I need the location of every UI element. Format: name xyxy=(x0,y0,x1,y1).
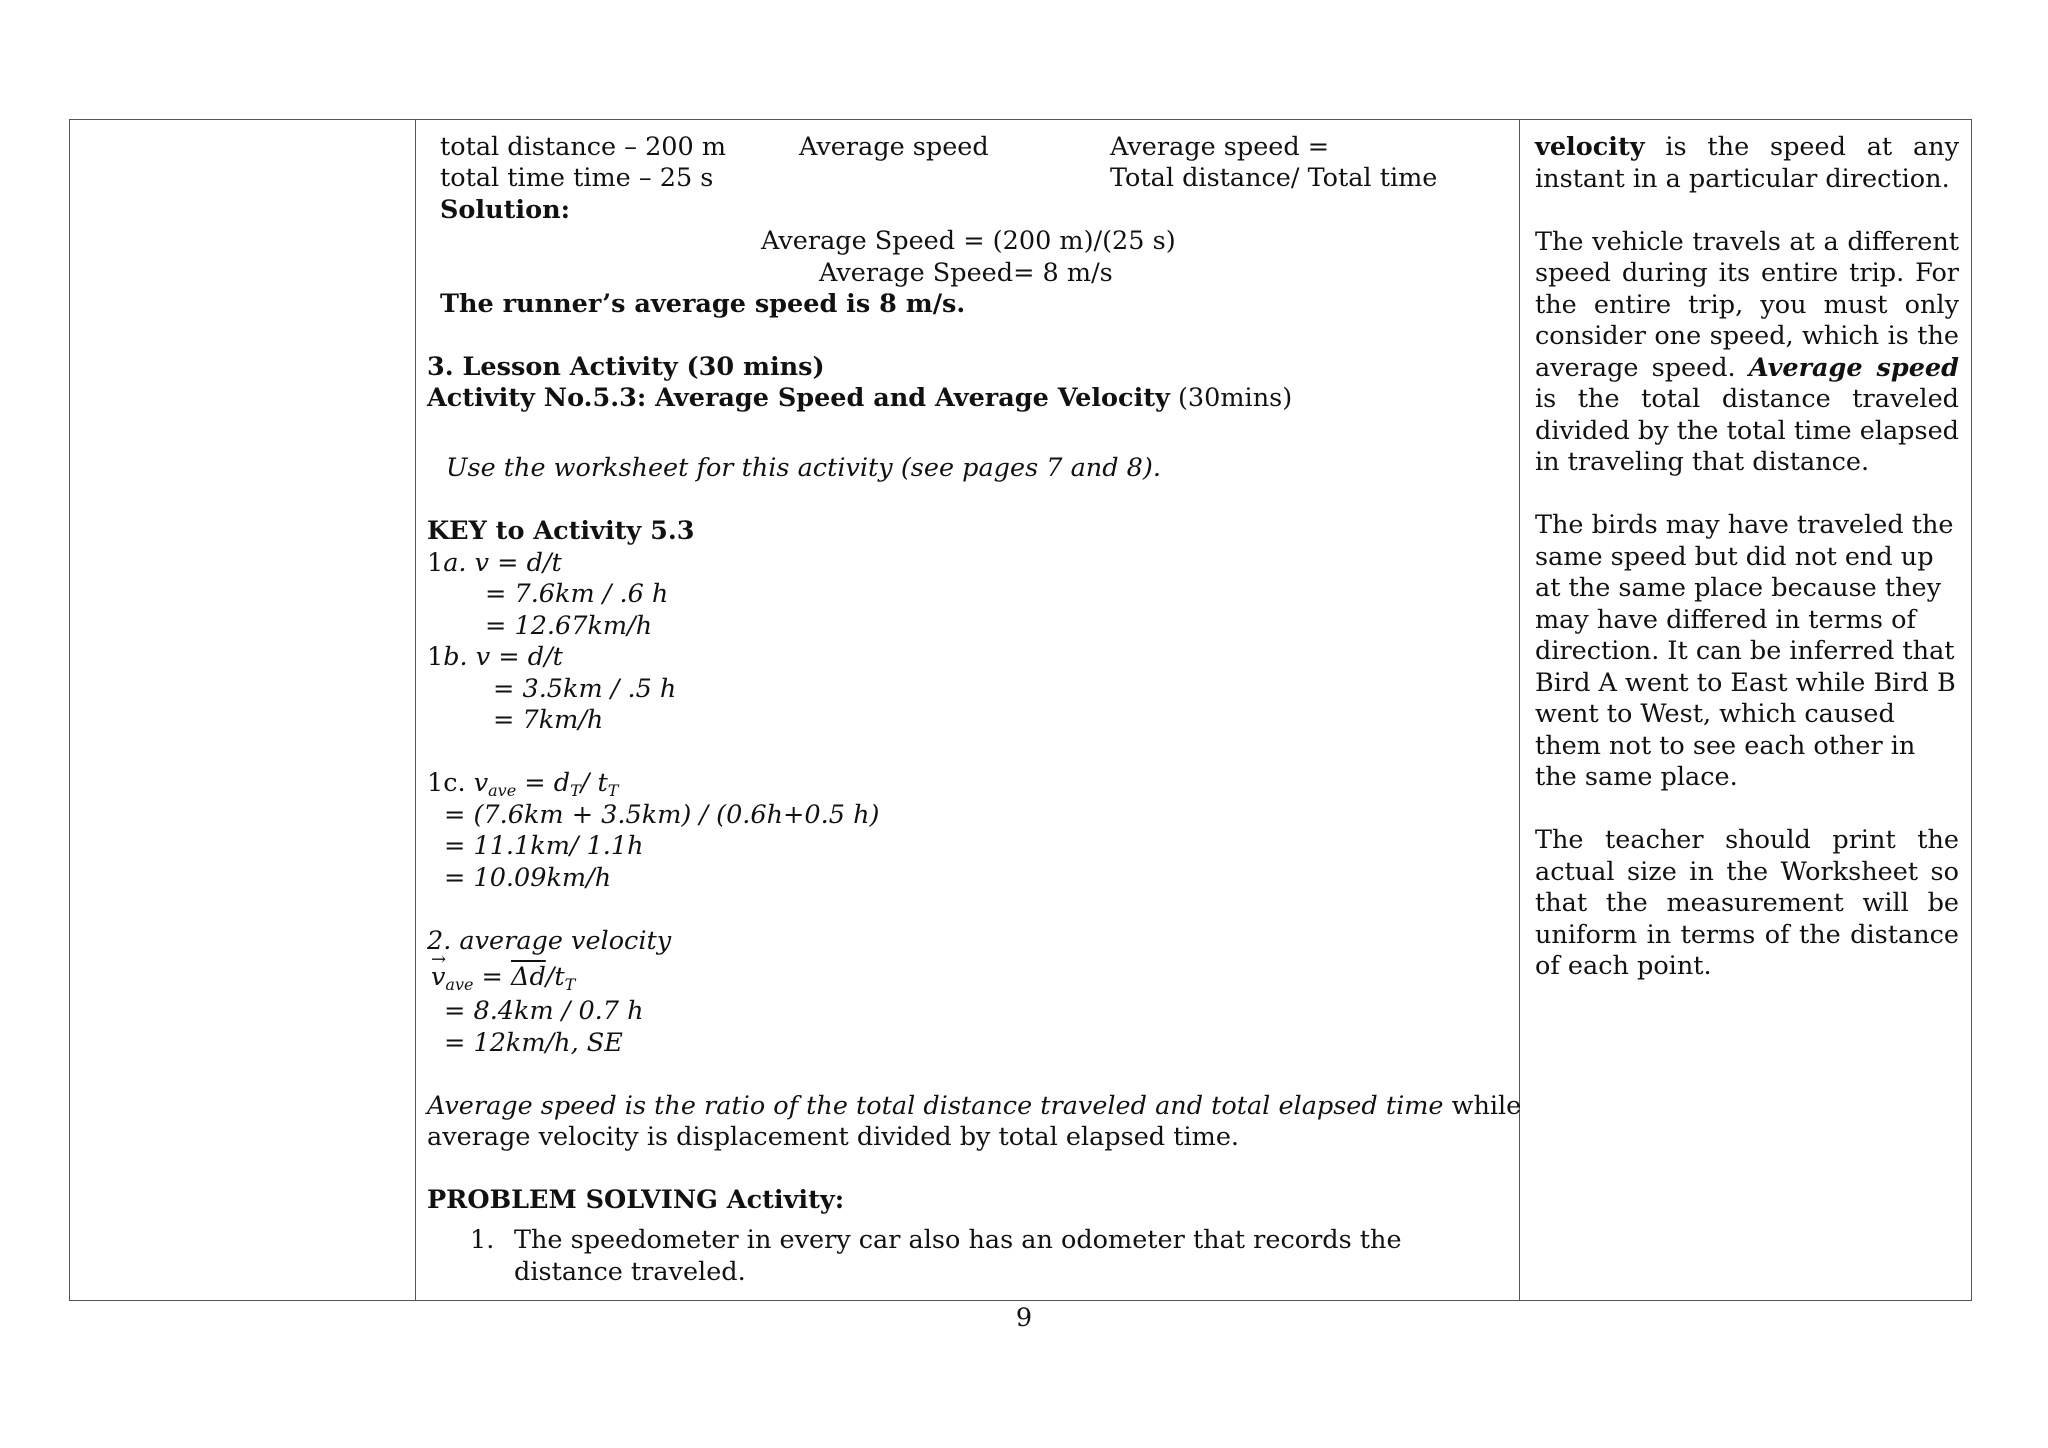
note-velocity-definition xyxy=(1535,132,1959,195)
note-average-speed xyxy=(1535,227,1959,479)
summary-line-2: average velocity is displacement divided by total elapsed time. xyxy=(427,1122,1240,1152)
problem-item-number: 1. xyxy=(470,1225,495,1255)
key-1c-step-3: = 10.09km/h xyxy=(444,863,612,893)
key-1c-step-2: = 11.1km/ 1.1h xyxy=(444,831,644,861)
key-1c-v: v xyxy=(473,768,489,798)
velocity-subscript: ave xyxy=(445,975,474,994)
key-1c-t-subscript: T xyxy=(607,781,619,800)
key-1c-slash: / t xyxy=(580,768,608,798)
key-1b-expression xyxy=(427,642,563,674)
lesson-activity-heading: 3. Lesson Activity (30 mins) xyxy=(427,352,825,382)
key-1b-step-2: = 7km/h xyxy=(493,705,604,735)
note-average-speed-start: The vehicle travels at a different speed during its entire trip. For the entire trip, you must only consider one speed, which is the average speed. xyxy=(1535,226,1959,383)
note-average-speed-term: Average speed xyxy=(1748,352,1959,383)
average-velocity-step-2: = 12km/h, SE xyxy=(444,1028,623,1058)
summary-rest-1: while xyxy=(1443,1091,1522,1121)
average-velocity-formula xyxy=(431,962,575,1001)
solution-line-2: Average Speed= 8 m/s xyxy=(819,258,1113,288)
problem-item-line-1: The speedometer in every car also has an odometer that records the xyxy=(514,1225,1402,1255)
page-number: 9 xyxy=(1015,1303,1033,1333)
key-1c-v-subscript: ave xyxy=(488,781,517,800)
summary-line-1 xyxy=(427,1091,1521,1123)
note-average-speed-end: is the total distance traveled divided by the total time elapsed in traveling that distance. xyxy=(1535,384,1959,477)
velocity-time-subscript: T xyxy=(564,975,576,994)
given-total-time: total time time – 25 s xyxy=(440,163,714,193)
key-1c-step-1: = (7.6km + 3.5km) / (0.6h+0.5 h) xyxy=(444,800,880,830)
problem-solving-heading: PROBLEM SOLVING Activity: xyxy=(427,1185,845,1215)
key-1c-eq: = d xyxy=(516,768,571,798)
activity-title-bold: Activity No.5.3: Average Speed and Average Velocity xyxy=(427,383,1170,413)
worksheet-instruction: Use the worksheet for this activity (see pages 7 and 8). xyxy=(446,453,1161,483)
key-1c-d-subscript: T xyxy=(570,781,581,800)
key-1c-label: 1c. xyxy=(427,768,474,798)
key-1b-label: 1 xyxy=(427,642,444,672)
column-divider-left xyxy=(415,120,416,1300)
displacement-vector-symbol: $\overline{\Delta d}$ xyxy=(511,962,546,992)
key-1a-step-2: = 12.67km/h xyxy=(485,611,653,641)
activity-title xyxy=(427,383,1292,415)
column-divider-right xyxy=(1519,120,1520,1300)
problem-item-1 xyxy=(470,1225,1402,1288)
activity-duration: (30mins) xyxy=(1169,383,1293,413)
notes-column xyxy=(1535,132,1959,1014)
solution-answer: The runner’s average speed is 8 m/s. xyxy=(440,289,966,319)
key-1b-formula: b. v = d/t xyxy=(443,642,563,672)
note-velocity-term: velocity xyxy=(1535,132,1645,162)
problem-item-line-2: distance traveled. xyxy=(514,1256,746,1287)
key-heading: KEY to Activity 5.3 xyxy=(427,516,695,546)
velocity-div: /t xyxy=(545,962,565,992)
solution-line-1: Average Speed = (200 m)/(25 s) xyxy=(761,226,1176,256)
formula-line-2: Total distance/ Total time xyxy=(1110,163,1438,193)
formula-line-1: Average speed = xyxy=(1110,132,1330,162)
note-teacher-print: The teacher should print the actual size in the Worksheet so that the measurement will be uniform in terms of the distance of each point. xyxy=(1535,825,1959,981)
given-total-distance: total distance – 200 m xyxy=(440,132,727,162)
key-1b-step-1: = 3.5km / .5 h xyxy=(493,674,677,704)
key-1a-label: 1 xyxy=(427,548,444,578)
key-1a-step-1: = 7.6km / .6 h xyxy=(485,579,669,609)
velocity-vector-symbol: → v xyxy=(431,962,445,994)
key-1a-formula: a. v = d/t xyxy=(443,548,562,578)
summary-italic: Average speed is the ratio of the total distance traveled and total elapsed time xyxy=(427,1091,1444,1121)
note-birds: The birds may have traveled the same speed but did not end up at the same place because they may have differed in terms of direction. It can be inferred that Bird A went to East while Bird B went to West, which caused them not to see each other in the same place. xyxy=(1535,510,1956,792)
solution-label: Solution: xyxy=(440,195,571,225)
given-find: Average speed xyxy=(799,132,989,162)
velocity-eq: = xyxy=(473,962,512,992)
key-1a-expression xyxy=(427,548,562,580)
average-velocity-heading: 2. average velocity xyxy=(427,926,672,956)
note-velocity-rest: is the speed at any instant in a particular direction. xyxy=(1535,132,1959,194)
average-velocity-step-1: = 8.4km / 0.7 h xyxy=(444,996,644,1026)
